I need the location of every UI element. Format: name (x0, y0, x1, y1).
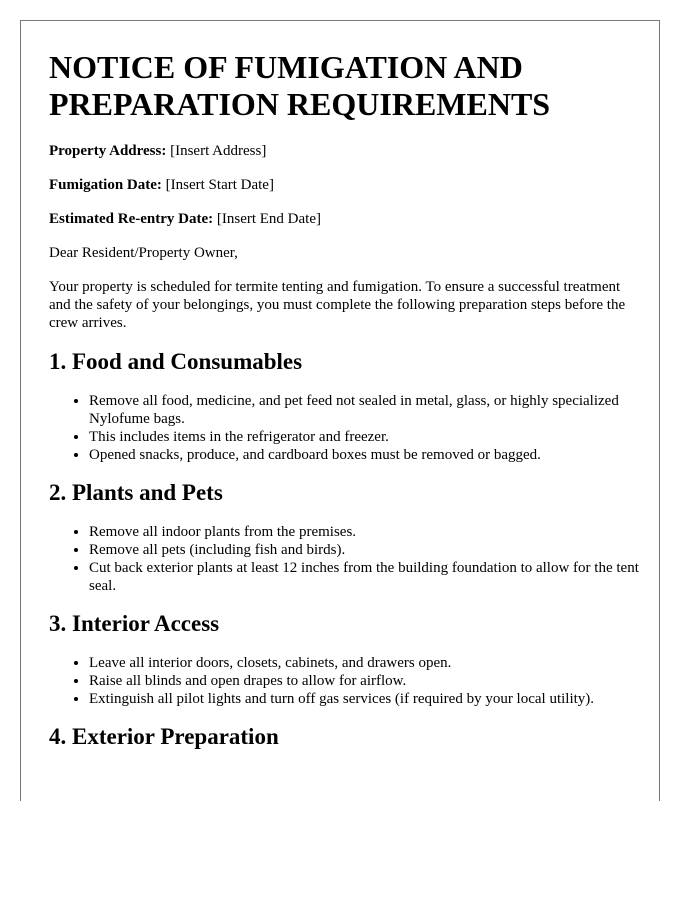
notice-page (20, 20, 660, 801)
field-value: [Insert Start Date] (165, 177, 274, 193)
field-label: Estimated Re-entry Date: (49, 211, 214, 227)
list-item: • Opened snacks, produce, and cardboard boxes must be removed or bagged. (89, 446, 639, 464)
salutation: Dear Resident/Property Owner, (49, 245, 238, 261)
food-list (49, 392, 639, 464)
field-value: [Insert End Date] (216, 211, 321, 227)
field-label: Fumigation Date: (49, 177, 162, 193)
intro-paragraph: Your property is scheduled for termite tenting and fumigation. To ensure a successful treatment and the safety of your belongings, you must complete the following preparation steps before the crew arrives. (49, 279, 626, 331)
property-address-field (49, 142, 639, 161)
section-heading-plants-pets: 2. Plants and Pets (49, 480, 223, 505)
list-item: • Leave all interior doors, closets, cabinets, and drawers open. (89, 654, 639, 672)
interior-list (49, 654, 639, 708)
list-item: • Remove all indoor plants from the premises. (89, 523, 639, 541)
section-heading-interior: 3. Interior Access (49, 611, 220, 636)
section-heading-food: 1. Food and Consumables (49, 349, 303, 374)
plants-pets-list (49, 523, 639, 595)
list-item: • Remove all food, medicine, and pet feed not sealed in metal, glass, or highly specialized Nylofume bags. (89, 392, 639, 428)
list-item: • Remove all pets (including fish and birds). (89, 541, 639, 559)
notice-content (49, 49, 639, 751)
page-title: NOTICE OF FUMIGATION AND PREPARATION REQUIREMENTS (49, 49, 551, 122)
field-label: Property Address: (49, 143, 167, 159)
section-heading-exterior: 4. Exterior Preparation (49, 724, 279, 749)
reentry-date-field (49, 210, 639, 229)
fumigation-date-field (49, 176, 639, 195)
list-item: • Cut back exterior plants at least 12 inches from the building foundation to allow for the tent seal. (89, 559, 639, 595)
list-item: • Extinguish all pilot lights and turn off gas services (if required by your local utility). (89, 690, 639, 708)
list-item: • This includes items in the refrigerator and freezer. (89, 428, 639, 446)
list-item: • Raise all blinds and open drapes to allow for airflow. (89, 672, 639, 690)
field-value: [Insert Address] (170, 143, 267, 159)
